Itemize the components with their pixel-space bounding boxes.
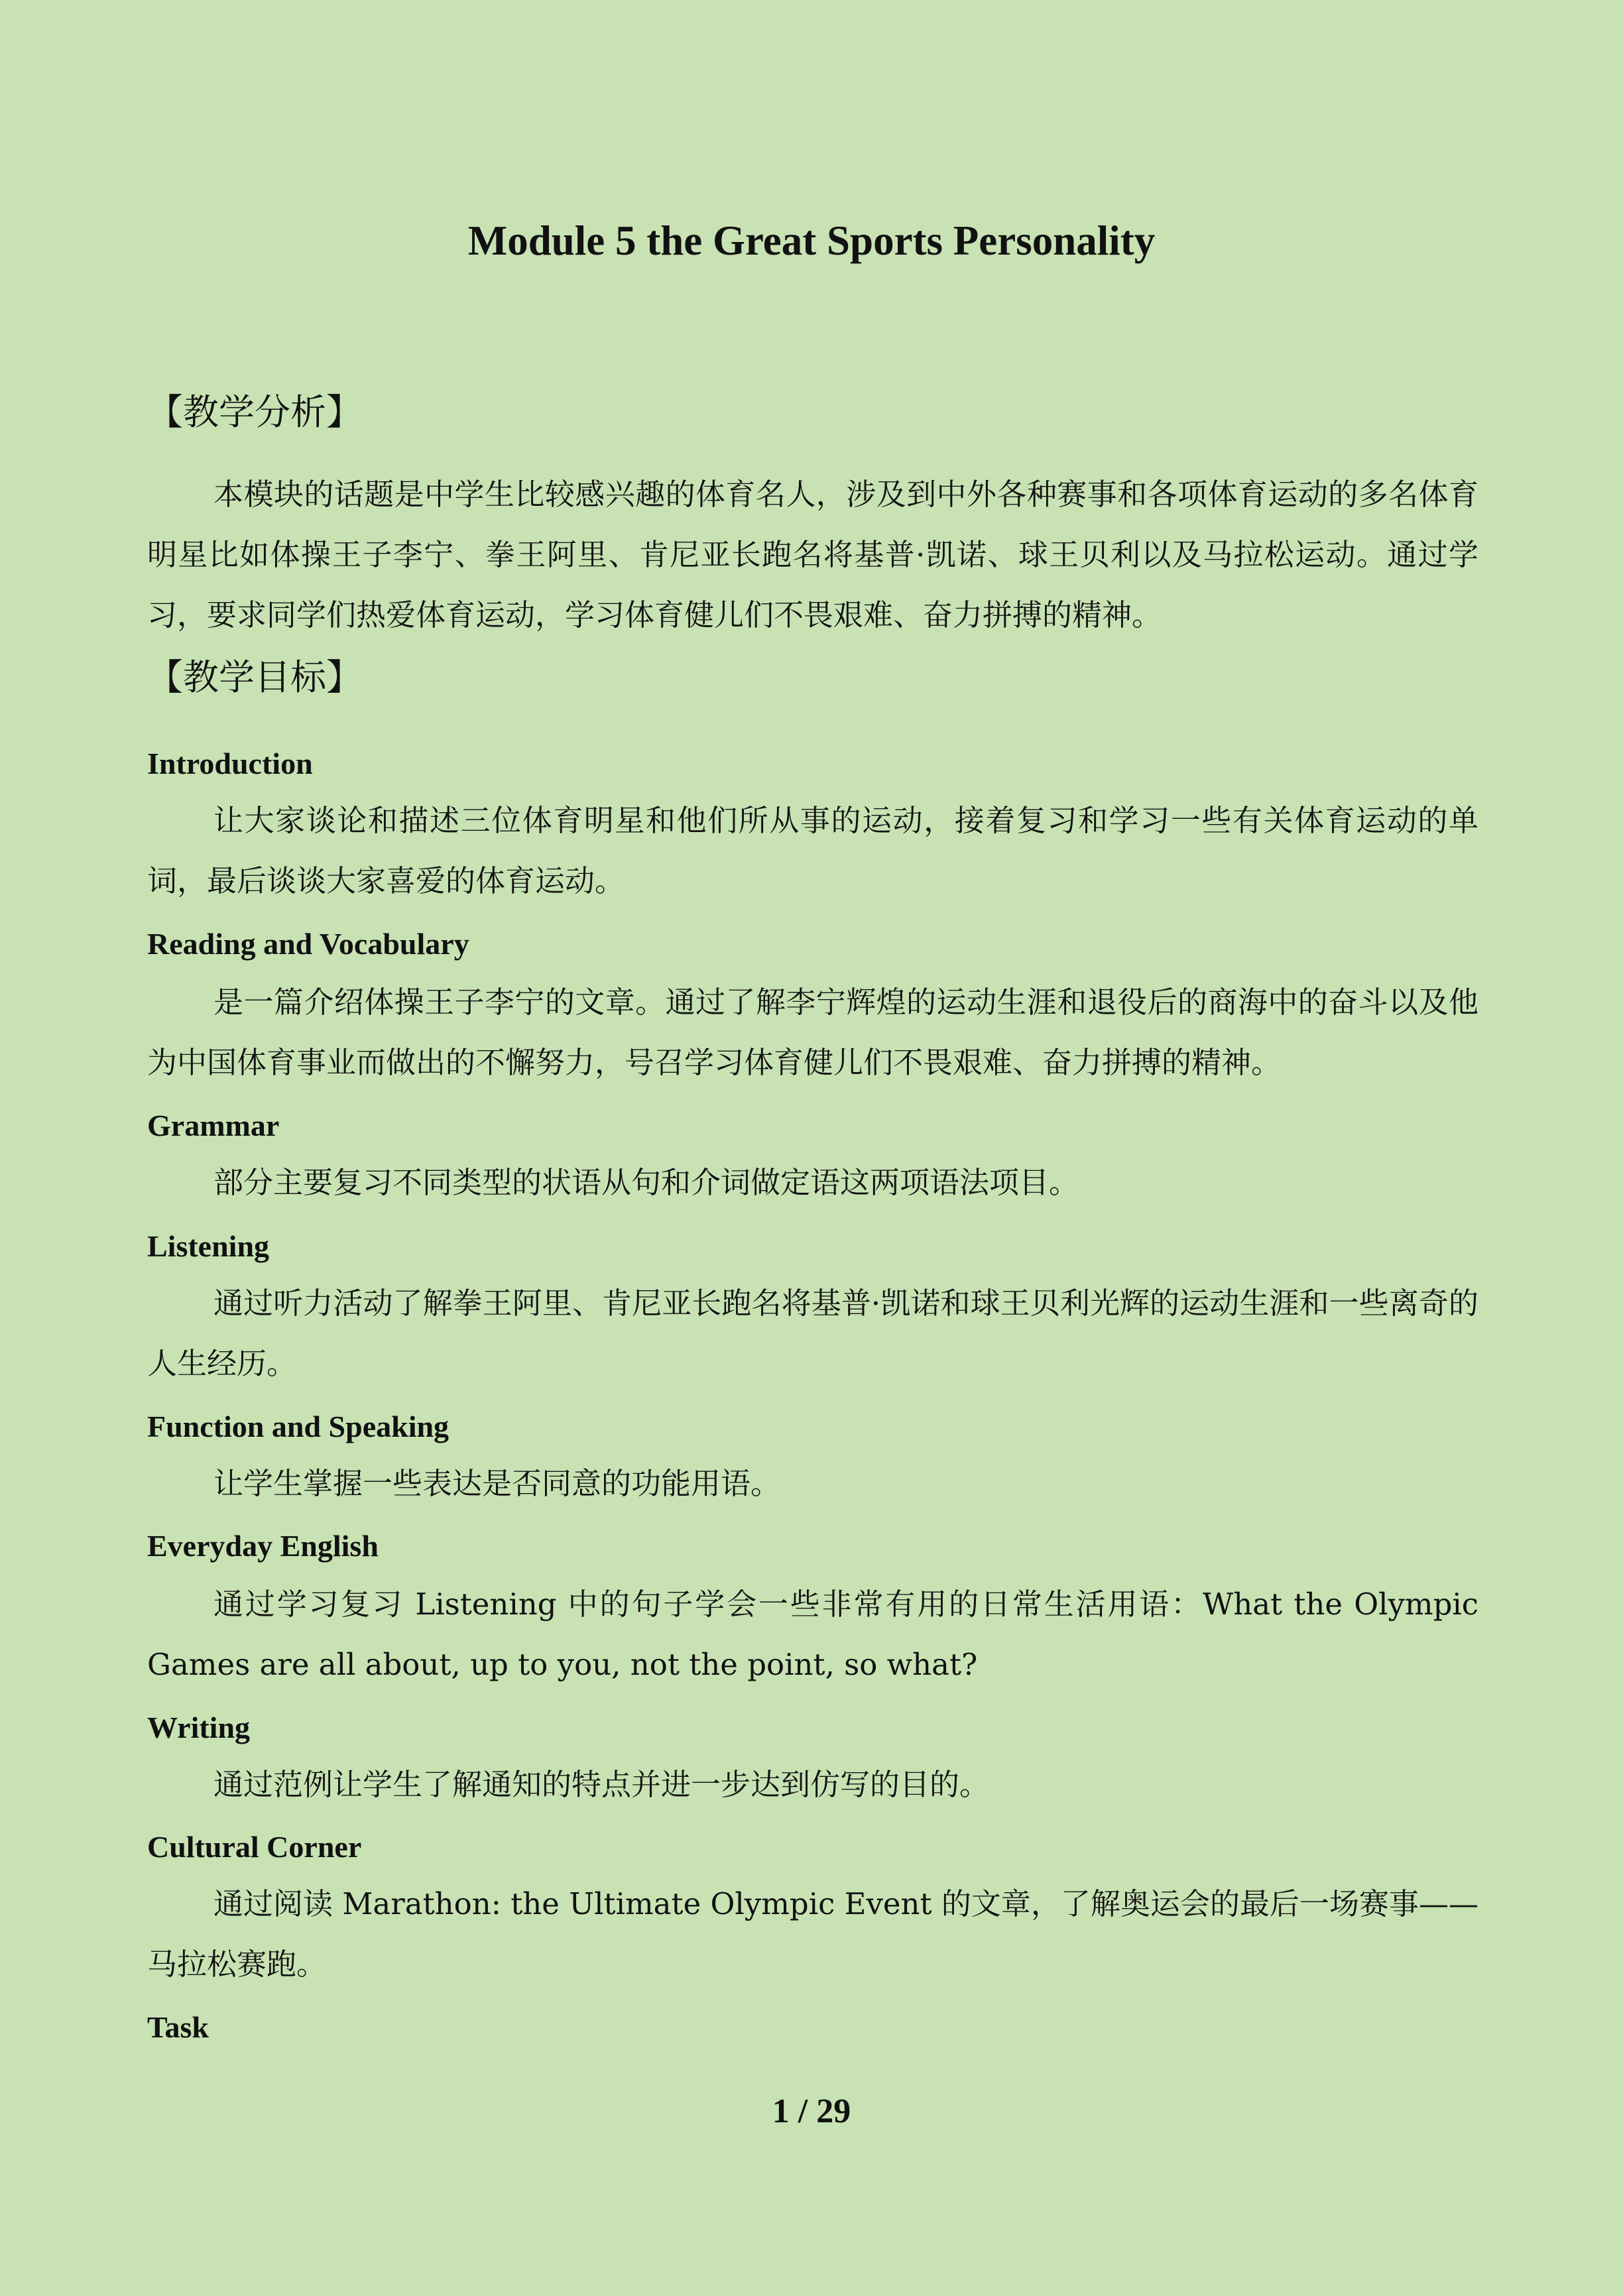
page-number: 1 / 29: [772, 2092, 851, 2130]
objective-text-grammar: 部分主要复习不同类型的状语从句和介词做定语这两项语法项目。: [213, 1165, 1079, 1200]
objective-text-introduction: 让大家谈论和描述三位体育明星和他们所从事的运动，接着复习和学习一些有关体育运动的单词，最后谈谈大家喜爱的体育运动。: [147, 803, 1478, 898]
document-title: Module 5 the Great Sports Personality: [467, 217, 1156, 264]
objective-label-function-speaking: Function and Speaking: [147, 1410, 450, 1443]
objectives-heading: 【教学目标】: [147, 656, 362, 698]
objective-text-listening: 通过听力活动了解拳王阿里、肯尼亚长跑名将基普·凯诺和球王贝利光辉的运动生涯和一些离奇的人生经历。: [147, 1286, 1478, 1381]
objective-label-task: Task: [147, 2010, 209, 2044]
objective-label-reading-vocabulary: Reading and Vocabulary: [147, 927, 469, 961]
objective-label-cultural-corner: Cultural Corner: [147, 1830, 362, 1864]
objective-text-cultural-corner: 通过阅读 Marathon: the Ultimate Olympic Event 的文章，了解奥运会的最后一场赛事——马拉松赛跑。: [147, 1886, 1478, 1982]
analysis-paragraph: 本模块的话题是中学生比较感兴趣的体育名人，涉及到中外各种赛事和各项体育运动的多名体育明星比如体操王子李宁、拳王阿里、肯尼亚长跑名将基普·凯诺、球王贝利以及马拉松运动。通过学习，要求同学们热爱体育运动，学习体育健儿们不畏艰难、奋力拼搏的精神。: [147, 477, 1478, 633]
objective-label-introduction: Introduction: [147, 747, 313, 780]
objective-label-writing: Writing: [147, 1711, 251, 1744]
objective-label-listening: Listening: [147, 1229, 270, 1263]
objective-text-function-speaking: 让学生掌握一些表达是否同意的功能用语。: [213, 1466, 781, 1501]
objective-text-writing: 通过范例让学生了解通知的特点并进一步达到仿写的目的。: [213, 1767, 990, 1802]
analysis-heading: 【教学分析】: [147, 391, 362, 433]
objective-label-everyday-english: Everyday English: [147, 1529, 379, 1563]
objective-label-grammar: Grammar: [147, 1109, 280, 1142]
objective-text-everyday-english: 通过学习复习 Listening 中的句子学会一些非常有用的日常生活用语：What the Olympic Games are all about, up to you, not the point, so what?: [147, 1587, 1478, 1682]
objective-text-reading-vocabulary: 是一篇介绍体操王子李宁的文章。通过了解李宁辉煌的运动生涯和退役后的商海中的奋斗以及他为中国体育事业而做出的不懈努力，号召学习体育健儿们不畏艰难、奋力拼搏的精神。: [147, 985, 1478, 1080]
